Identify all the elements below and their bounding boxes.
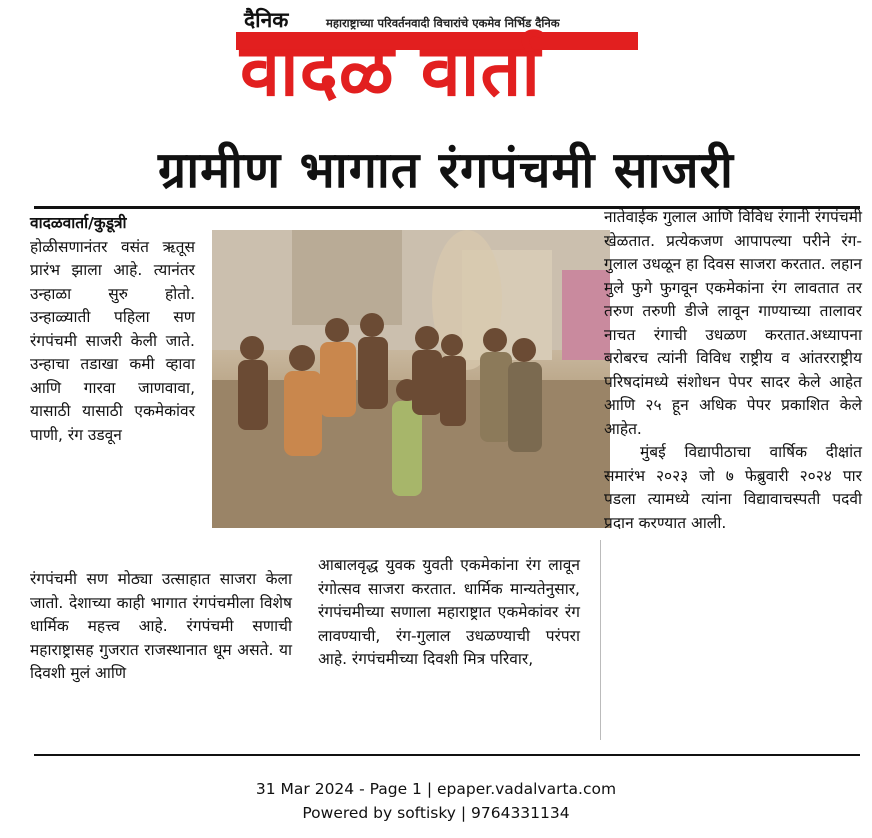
article-text-col-4b: मुंबई विद्यापीठाचा वार्षिक दीक्षांत समारंभ २०२३ जो ७ फेब्रुवारी २०२४ पार पडला त्यामध्ये त्यांना विद्यावाचस्पती पदवी प्रदान करण्यात आली. bbox=[604, 443, 862, 532]
column-divider bbox=[600, 540, 601, 740]
masthead-prefix: दैनिक bbox=[244, 8, 289, 32]
article-column-2 bbox=[30, 568, 292, 686]
article-column-4 bbox=[604, 206, 862, 535]
article-photo bbox=[212, 230, 610, 528]
article-headline: ग्रामीण भागात रंगपंचमी साजरी bbox=[158, 141, 734, 199]
article-text-col-3: आबालवृद्ध युवक युवती एकमेकांना रंग लावून रंगोत्सव साजरा करतात. धार्मिक मान्यतेनुसार, रंगपंचमीच्या सणाला महाराष्ट्रात एकमेकांवर रंग लावण्याची, रंग-गुलाल उधळण्याची परंपरा आहे. रंगपंचमीच्या दिवशी मित्र परिवार, bbox=[318, 556, 580, 668]
masthead-title: वादळ वार्ता bbox=[240, 28, 542, 112]
footer-rule bbox=[34, 754, 860, 756]
article-byline: वादळवार्ता/कुडूत्री bbox=[30, 214, 127, 232]
footer-date-page: 31 Mar 2024 - Page 1 | epaper.vadalvarta.com bbox=[255, 780, 617, 798]
photo-illustration bbox=[212, 230, 610, 528]
footer-powered-by: Powered by softisky | 9764331134 bbox=[302, 804, 570, 822]
masthead-tagline: महाराष्ट्राच्या परिवर्तनवादी विचारांचे एकमेव निर्भिड दैनिक bbox=[326, 16, 560, 30]
article-column-3 bbox=[318, 554, 580, 672]
article-text-col-4a: नातेवाईक गुलाल आणि विविध रंगानी रंगपंचमी खेळतात. प्रत्येकजण आपापल्या परीने रंग-गुलाल उधळून हा दिवस साजरा करतात. लहान मुले फुगे फुगवून एकमेकांना रंग लावतात तर तरुण तरुणी डीजे लावून गाण्याच्या तालावर नाचत रंगाची उधळण करतात.अध्यापना बरोबरच त्यांनी विविध राष्ट्रीय व आंतरराष्ट्रीय परिषदांमध्ये संशोधन पेपर सादर केले आहेत आणि २५ हून अधिक पेपर प्रकाशित केले आहेत. bbox=[604, 208, 862, 438]
article-text-col-1: होळीसणानंतर वसंत ऋतूस प्रारंभ झाला आहे. त्यानंतर उन्हाळा सुरु होतो. उन्हाळ्याती पहिला सण रंगपंचमी साजरी केली जाते. उन्हाचा तडाखा कमी व्हावा आणि गारवा जाणवावा, यासाठी यासाठी एकमेकांवर पाणी, रंग उडवून bbox=[30, 237, 195, 444]
article-text-col-2: रंगपंचमी सण मोठ्या उत्साहात साजरा केला जातो. देशाच्या काही भागात रंगपंचमीला विशेष धार्मिक महत्त्व आहे. रंगपंचमी सणाची महाराष्ट्रासह गुजरात राजस्थानात धूम असते. या दिवशी मुलं आणि bbox=[30, 570, 292, 682]
article-column-1 bbox=[30, 212, 195, 447]
masthead bbox=[236, 4, 638, 122]
